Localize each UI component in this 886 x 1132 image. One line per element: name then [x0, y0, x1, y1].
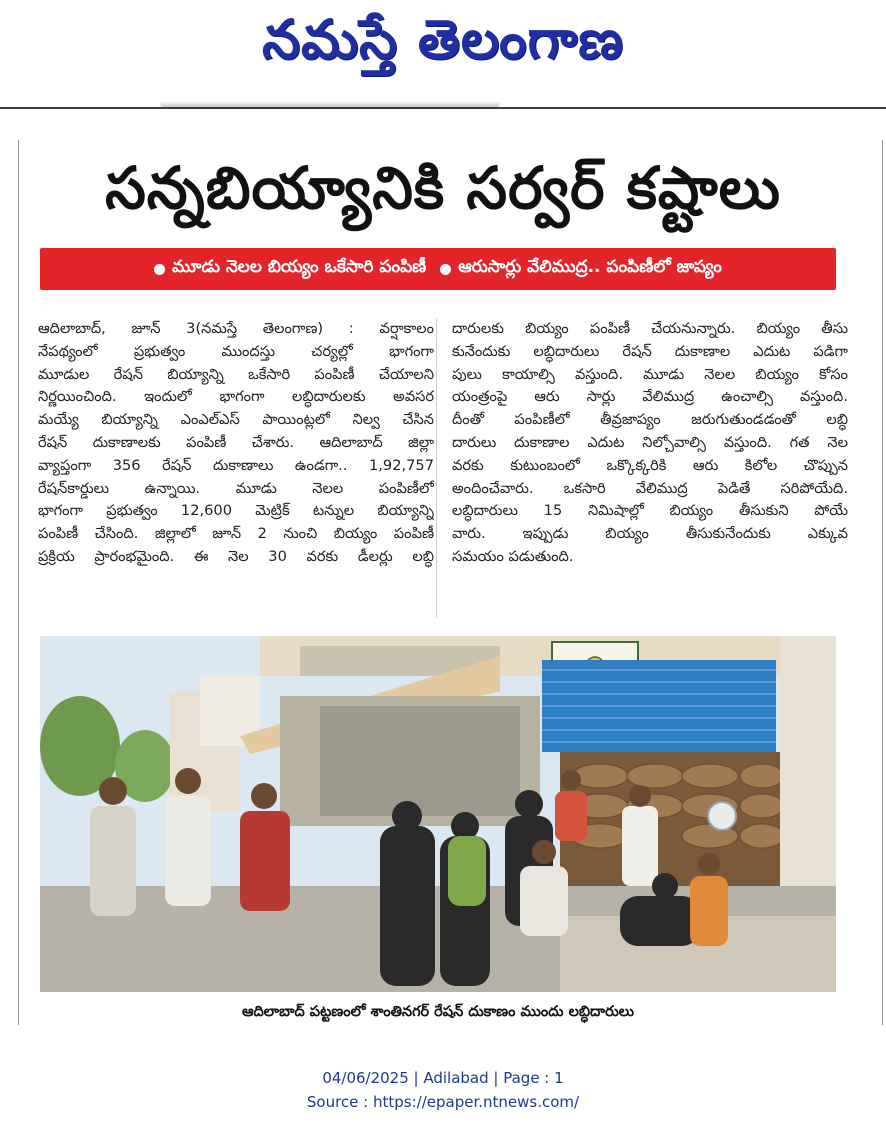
body-line: లబ్ధిదారులు 15 నిమిషాల్లో బియ్యం తీసుకుని పోయే [452, 502, 848, 520]
body-line: పులు కాయాల్సి వస్తుంది. మూడు నెలల బియ్యం కోసం [452, 365, 848, 383]
body-line: భాగంగా ప్రభుత్వం 12,600 మెట్రిక్ టన్నుల బియ్యాన్ని [38, 502, 434, 520]
body-line: వ్యాప్తంగా 356 రేషన్ దుకాణాలు ఉండగా.. 1,92,757 [38, 456, 434, 474]
body-line: దారులు దుకాణాల ఎదుట నిల్చోవాల్సి వస్తుంది. గత నెల [452, 433, 848, 451]
bullet-icon [440, 264, 451, 275]
body-line: దారులకు బియ్యం పంపిణీ చేయనున్నారు. బియ్యం తీసు [452, 320, 848, 337]
subhead-item [440, 257, 722, 281]
body-line: వారు. ఇప్పుడు బియ్యం తీసుకునేందుకు ఎక్కువ [452, 525, 848, 543]
source-line[interactable]: Source : https://epaper.ntnews.com/ [306, 1093, 580, 1111]
body-line: నిర్ణయించింది. ఇందులో భాగంగా లబ్ధిదారులకు అవసర [38, 388, 434, 406]
bullet-icon [154, 264, 165, 275]
article-column-left [38, 318, 434, 569]
body-line: కునేందుకు లబ్ధిదారులు రేషన్ దుకాణాల ఎదుట పడిగా [452, 342, 848, 360]
body-line: యంత్రంపై ఆరు సార్లు వేలిముద్ర ఉంచాల్సి వస్తుంది. [452, 388, 848, 406]
subhead-band [40, 248, 836, 290]
body-line: నేపథ్యంలో ప్రభుత్వం ముందస్తు చర్యల్లో భాగంగా [38, 342, 434, 360]
body-line: రేషన్ దుకాణాలకు పంపిణీ చేశారు. ఆదిలాబాద్ జిల్లా [38, 433, 434, 451]
body-line: ఆదిలాబాద్, జూన్ 3(నమస్తే తెలంగాణ) : వర్షాకాలం [38, 320, 434, 337]
ration-queue-illustration [40, 636, 836, 992]
page-border-left [18, 140, 19, 1025]
body-line: వరకు కుటుంబంలో ఒక్కొక్కరికి ఆరు కిలోల చొప్పున [452, 456, 848, 474]
body-line: దీంతో పంపిణీలో తీవ్రజాప్యం జరుగుతుండడంతో లబ్ధి [452, 411, 848, 429]
article-headline: సన్నబియ్యానికి సర్వర్ కష్టాలు [105, 154, 781, 222]
news-photo [40, 636, 836, 992]
body-line: మయ్యే బియ్యాన్ని ఎంఎల్ఎస్ పాయింట్లలో నిల్వ చేసిన [38, 411, 434, 429]
column-divider [436, 318, 437, 618]
photo-caption: ఆదిలాబాద్ పట్టణంలో శాంతినగర్ రేషన్ దుకాణం ముందు లబ్ధిదారులు [241, 1004, 635, 1020]
subhead-text: మూడు నెలల బియ్యం ఒకేసారి పంపిణీ [172, 257, 427, 277]
subhead-item [154, 257, 426, 281]
page-footer [0, 1066, 886, 1114]
body-line: ప్రక్రియ ప్రారంభమైంది. ఈ నెల 30 వరకు డీలర్లు లబ్ధి [38, 547, 434, 565]
body-line last: సమయం పడుతుంది. [452, 547, 574, 565]
body-line: పంపిణీ చేసింది. జిల్లాలో జూన్ 2 నుంచి బియ్యం పంపిణీ [38, 525, 434, 543]
newspaper-logo: నమస్తే తెలంగాణ [262, 8, 624, 71]
body-line: అందించేవారు. ఒకసారి వేలిముద్ర పెడితే సరిపోయేది. [452, 479, 848, 497]
article-column-right [452, 318, 848, 569]
edition-line: 04/06/2025 | Adilabad | Page : 1 [322, 1069, 564, 1087]
masthead [0, 0, 886, 80]
page-border-right [882, 140, 883, 1025]
subhead-text: ఆరుసార్లు వేలిముద్ర.. పంపిణీలో జాప్యం [458, 257, 722, 277]
body-line: మూడుల రేషన్ బియ్యాన్ని ఒకేసారి పంపిణీ చేయాలని [38, 365, 434, 383]
fan-icon [708, 802, 736, 830]
body-line: రేషన్‌కార్డులు ఉన్నాయి. మూడు నెలల పంపిణీలో [38, 479, 434, 497]
masthead-rule [0, 107, 886, 109]
